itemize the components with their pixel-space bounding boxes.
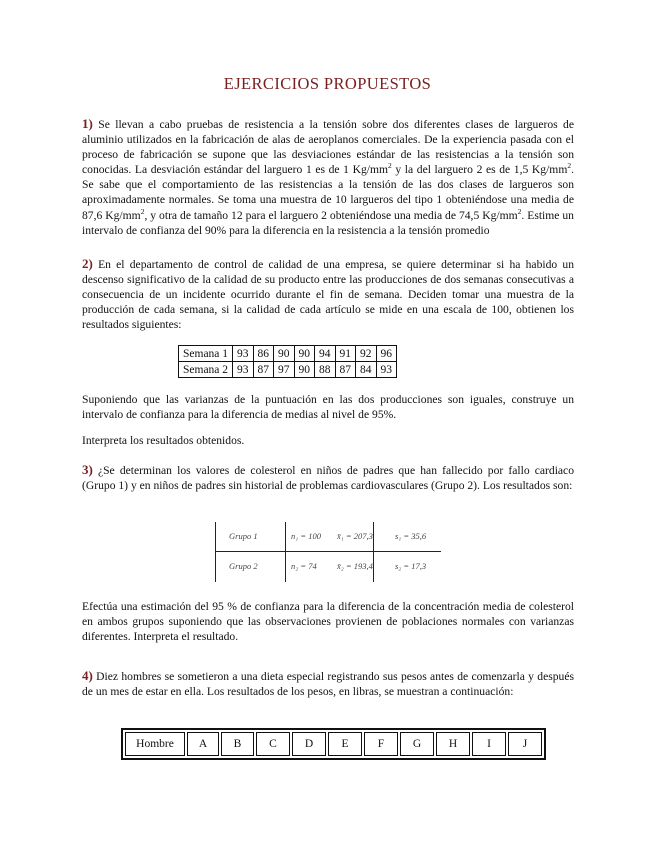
table-cell: 86 bbox=[253, 346, 274, 362]
exercise-2-number: 2) bbox=[82, 256, 93, 271]
weights-table bbox=[121, 728, 546, 760]
table-cell: 96 bbox=[376, 346, 397, 362]
cholesterol-groups-table bbox=[215, 522, 441, 582]
header-cell: I bbox=[472, 732, 506, 756]
table-row bbox=[125, 732, 542, 756]
exercise-1-text-e: . Estime un intervalo de confianza del 90% para la diferencia en la resistencia a la tensión promedio bbox=[82, 208, 574, 237]
superscript: 2 bbox=[140, 206, 145, 216]
exercise-4-text: Diez hombres se sometieron a una dieta especial registrando sus pesos antes de comenzarla y después de un mes de estar en ella. Los resultados de los pesos, en libras, se muestran a continuación: bbox=[82, 670, 574, 699]
superscript: 2 bbox=[517, 206, 522, 216]
table-cell: 84 bbox=[356, 362, 377, 378]
header-cell: B bbox=[221, 732, 254, 756]
table-cell: 91 bbox=[335, 346, 356, 362]
table-cell: 87 bbox=[253, 362, 274, 378]
table-cell: 93 bbox=[376, 362, 397, 378]
group-sd: s₂ = 17,3 bbox=[395, 561, 427, 571]
exercise-3-text: ¿Se determinan los valores de colesterol en niños de padres que han fallecido por fallo cardiaco (Grupo 1) y en niños de padres sin historial de problemas cardiovasculares (Grupo 2). Los resultados son: bbox=[82, 464, 574, 493]
group-mean: x̄₁ = 207,3 bbox=[337, 531, 373, 541]
header-cell: D bbox=[292, 732, 326, 756]
weekly-scores-table bbox=[178, 345, 397, 378]
table-cell: 94 bbox=[315, 346, 336, 362]
table-cell: 90 bbox=[294, 362, 315, 378]
table-cell: 90 bbox=[294, 346, 315, 362]
table-cell: 93 bbox=[233, 346, 254, 362]
exercise-2-followup: Suponiendo que las varianzas de la puntuación en las dos producciones son iguales, construye un intervalo de confianza para la diferencia de medias al nivel de 95%. bbox=[82, 393, 574, 422]
exercise-3-followup: Efectúa una estimación del 95 % de confianza para la diferencia de la concentración media de colesterol en ambos grupos suponiendo que las observaciones provienen de poblaciones normales con varianzas diferentes. Interpreta el resultado. bbox=[82, 600, 574, 644]
row-label: Semana 1 bbox=[179, 346, 233, 362]
table-row bbox=[179, 346, 397, 362]
group-n: n₂ = 74 bbox=[291, 561, 317, 571]
group-n: n₁ = 100 bbox=[291, 531, 321, 541]
exercise-3-number: 3) bbox=[82, 462, 93, 477]
exercise-1-text-b: y la del larguero 2 es de 1,5 Kg/mm bbox=[391, 163, 568, 177]
group-label: Grupo 2 bbox=[229, 561, 258, 571]
exercise-2-text: En el departamento de control de calidad de una empresa, se quiere determinar si ha habido un descenso significativo de la calidad de su producto entre las producciones de dos semanas consecutivas a consecuencia de un incidente ocurrido durante el fin de semana. Deciden tomar una muestra de la producción de cada semana, si la calidad de cada artículo se mide en una escala de 100, obtienen los resultados siguientes: bbox=[82, 258, 574, 332]
table-row bbox=[215, 522, 441, 552]
page-title: EJERCICIOS PROPUESTOS bbox=[223, 74, 432, 93]
exercise-4-number: 4) bbox=[82, 668, 93, 683]
superscript: 2 bbox=[388, 161, 392, 171]
table-cell: 93 bbox=[233, 362, 254, 378]
header-cell: E bbox=[328, 732, 362, 756]
table-cell: 90 bbox=[274, 346, 295, 362]
exercise-4 bbox=[82, 668, 574, 699]
table-cell: 87 bbox=[335, 362, 356, 378]
exercise-1-text-d: , y otra de tamaño 12 para el larguero 2 obteniéndose una media de 74,5 Kg/mm bbox=[144, 208, 518, 222]
header-cell: Hombre bbox=[125, 732, 185, 756]
exercise-2-interpret: Interpreta los resultados obtenidos. bbox=[82, 434, 245, 447]
table-row bbox=[179, 362, 397, 378]
header-cell: H bbox=[436, 732, 470, 756]
exercise-1-text-a: Se llevan a cabo pruebas de resistencia a la tensión sobre dos diferentes clases de largueros de aluminio utilizados en la fabricación de alas de aeroplanos comerciales. De la experiencia pasada con el proceso de fabricación se supone que las desviaciones estándar de las resistencias a la tensión son conocidas. La desviación estándar del larguero 1 es de 1 Kg/mm bbox=[82, 118, 574, 177]
exercise-1-text-c: . Se sabe que el comportamiento de las resistencias a la tensión de las dos clases de largueros son aproximadamente normales. Se toma una muestra de 10 largueros del tipo 1 obteniéndose una media de 87,6 Kg/mm bbox=[82, 163, 574, 222]
group-mean: x̄₂ = 193,4 bbox=[337, 561, 373, 571]
row-label: Semana 2 bbox=[179, 362, 233, 378]
exercise-3 bbox=[82, 462, 574, 493]
header-cell: J bbox=[508, 732, 542, 756]
superscript: 2 bbox=[567, 161, 572, 171]
header-cell: A bbox=[187, 732, 219, 756]
exercise-1-number: 1) bbox=[82, 116, 93, 131]
exercise-1 bbox=[82, 116, 574, 238]
header-cell: C bbox=[256, 732, 290, 756]
table-cell: 92 bbox=[356, 346, 377, 362]
group-sd: s₁ = 35,6 bbox=[395, 531, 427, 541]
header-cell: G bbox=[400, 732, 434, 756]
exercise-2 bbox=[82, 256, 574, 332]
table-row bbox=[215, 552, 441, 582]
group-label: Grupo 1 bbox=[229, 531, 258, 541]
table-cell: 97 bbox=[274, 362, 295, 378]
header-cell: F bbox=[364, 732, 398, 756]
table-cell: 88 bbox=[315, 362, 336, 378]
